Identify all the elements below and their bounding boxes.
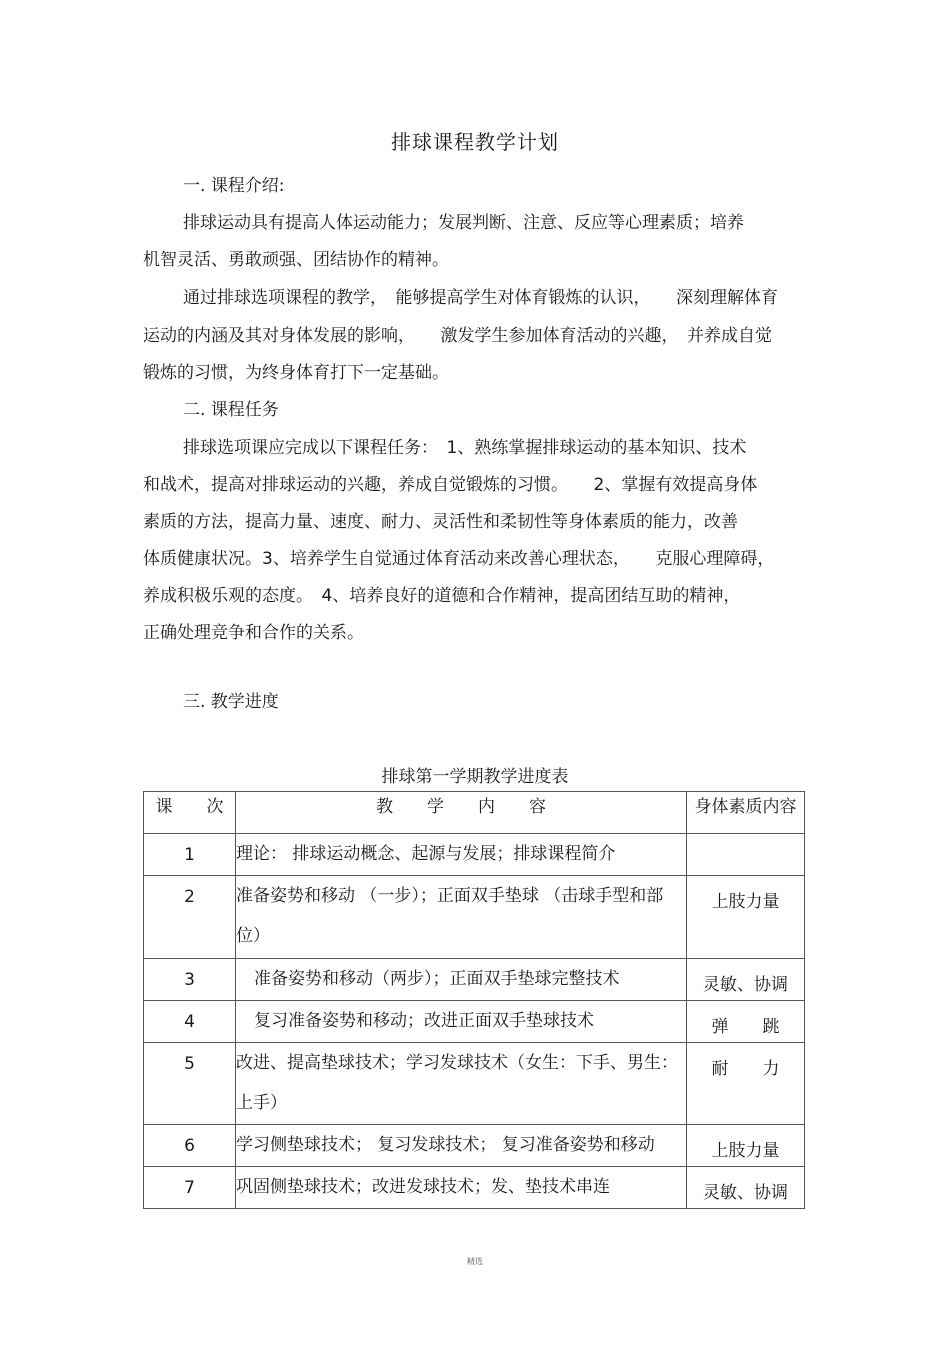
section-heading-tasks: 二. 课程任务 (183, 400, 279, 420)
table-row (144, 834, 805, 876)
lesson-quality: 耐 力 (687, 1043, 805, 1125)
lesson-content: 学习侧垫球技术； 复习发球技术； 复习准备姿势和移动 (236, 1125, 687, 1167)
table-row (144, 1043, 805, 1125)
lesson-number: 6 (144, 1125, 236, 1167)
header-content: 教 学 内 容 (236, 792, 687, 834)
task-paragraph-line-1: 排球选项课应完成以下课程任务： 1、熟练掌握排球运动的基本知识、技术 (183, 438, 747, 458)
lesson-number: 2 (144, 876, 236, 959)
lesson-content: 巩固侧垫球技术；改进发球技术；发、垫技术串连 (236, 1167, 687, 1209)
lesson-content: 复习准备姿势和移动；改进正面双手垫球技术 (236, 1001, 687, 1043)
header-quality: 身体素质内容 (687, 792, 805, 834)
intro-paragraph-1-line-2: 机智灵活、勇敢顽强、团结协作的精神。 (143, 250, 449, 270)
lesson-number: 3 (144, 959, 236, 1001)
section-heading-progress: 三. 教学进度 (183, 692, 279, 712)
table-caption: 排球第一学期教学进度表 (381, 767, 569, 787)
intro-paragraph-2-line-1: 通过排球选项课程的教学， 能够提高学生对体育锻炼的认识， 深刻理解体育 (183, 288, 778, 308)
header-lesson: 课 次 (144, 792, 236, 834)
table-row (144, 1125, 805, 1167)
section-heading-intro: 一. 课程介绍: (183, 176, 285, 196)
lesson-content: 准备姿势和移动 （一步）；正面双手垫球 （击球手型和部位） (236, 876, 687, 959)
table-header-row (144, 792, 805, 834)
lesson-quality: 上肢力量 (687, 876, 805, 959)
task-paragraph-line-4: 体质健康状况。3、培养学生自觉通过体育活动来改善心理状态， 克服心理障碍， (143, 549, 775, 569)
lesson-quality: 上肢力量 (687, 1125, 805, 1167)
lesson-number: 5 (144, 1043, 236, 1125)
progress-table (143, 791, 805, 1209)
intro-paragraph-2-line-3: 锻炼的习惯，为终身体育打下一定基础。 (143, 363, 449, 383)
lesson-quality: 弹 跳 (687, 1001, 805, 1043)
lesson-quality: 灵敏、协调 (687, 959, 805, 1001)
lesson-quality (687, 834, 805, 876)
table-row (144, 1167, 805, 1209)
task-paragraph-line-2: 和战术，提高对排球运动的兴趣，养成自觉锻炼的习惯。 2、掌握有效提高身体 (143, 475, 758, 495)
task-paragraph-line-3: 素质的方法，提高力量、速度、耐力、灵活性和柔韧性等身体素质的能力，改善 (143, 512, 738, 532)
lesson-number: 4 (144, 1001, 236, 1043)
lesson-quality: 灵敏、协调 (687, 1167, 805, 1209)
page-footer: 精选 (467, 1257, 483, 1266)
lesson-content: 改进、提高垫球技术；学习发球技术（女生：下手、男生：上手） (236, 1043, 687, 1125)
document-title: 排球课程教学计划 (391, 130, 559, 154)
task-paragraph-line-6: 正确处理竞争和合作的关系。 (143, 623, 364, 643)
task-paragraph-line-5: 养成积极乐观的态度。 4、培养良好的道德和合作精神，提高团结互助的精神， (143, 586, 741, 606)
table-row (144, 876, 805, 959)
lesson-number: 7 (144, 1167, 236, 1209)
intro-paragraph-1-line-1: 排球运动具有提高人体运动能力；发展判断、注意、反应等心理素质；培养 (183, 213, 744, 233)
intro-paragraph-2-line-2: 运动的内涵及其对身体发展的影响， 激发学生参加体育活动的兴趣， 并养成自觉 (143, 326, 772, 346)
lesson-content: 理论： 排球运动概念、起源与发展；排球课程简介 (236, 834, 687, 876)
table-row (144, 959, 805, 1001)
lesson-content: 准备姿势和移动（两步）；正面双手垫球完整技术 (236, 959, 687, 1001)
lesson-number: 1 (144, 834, 236, 876)
table-row (144, 1001, 805, 1043)
